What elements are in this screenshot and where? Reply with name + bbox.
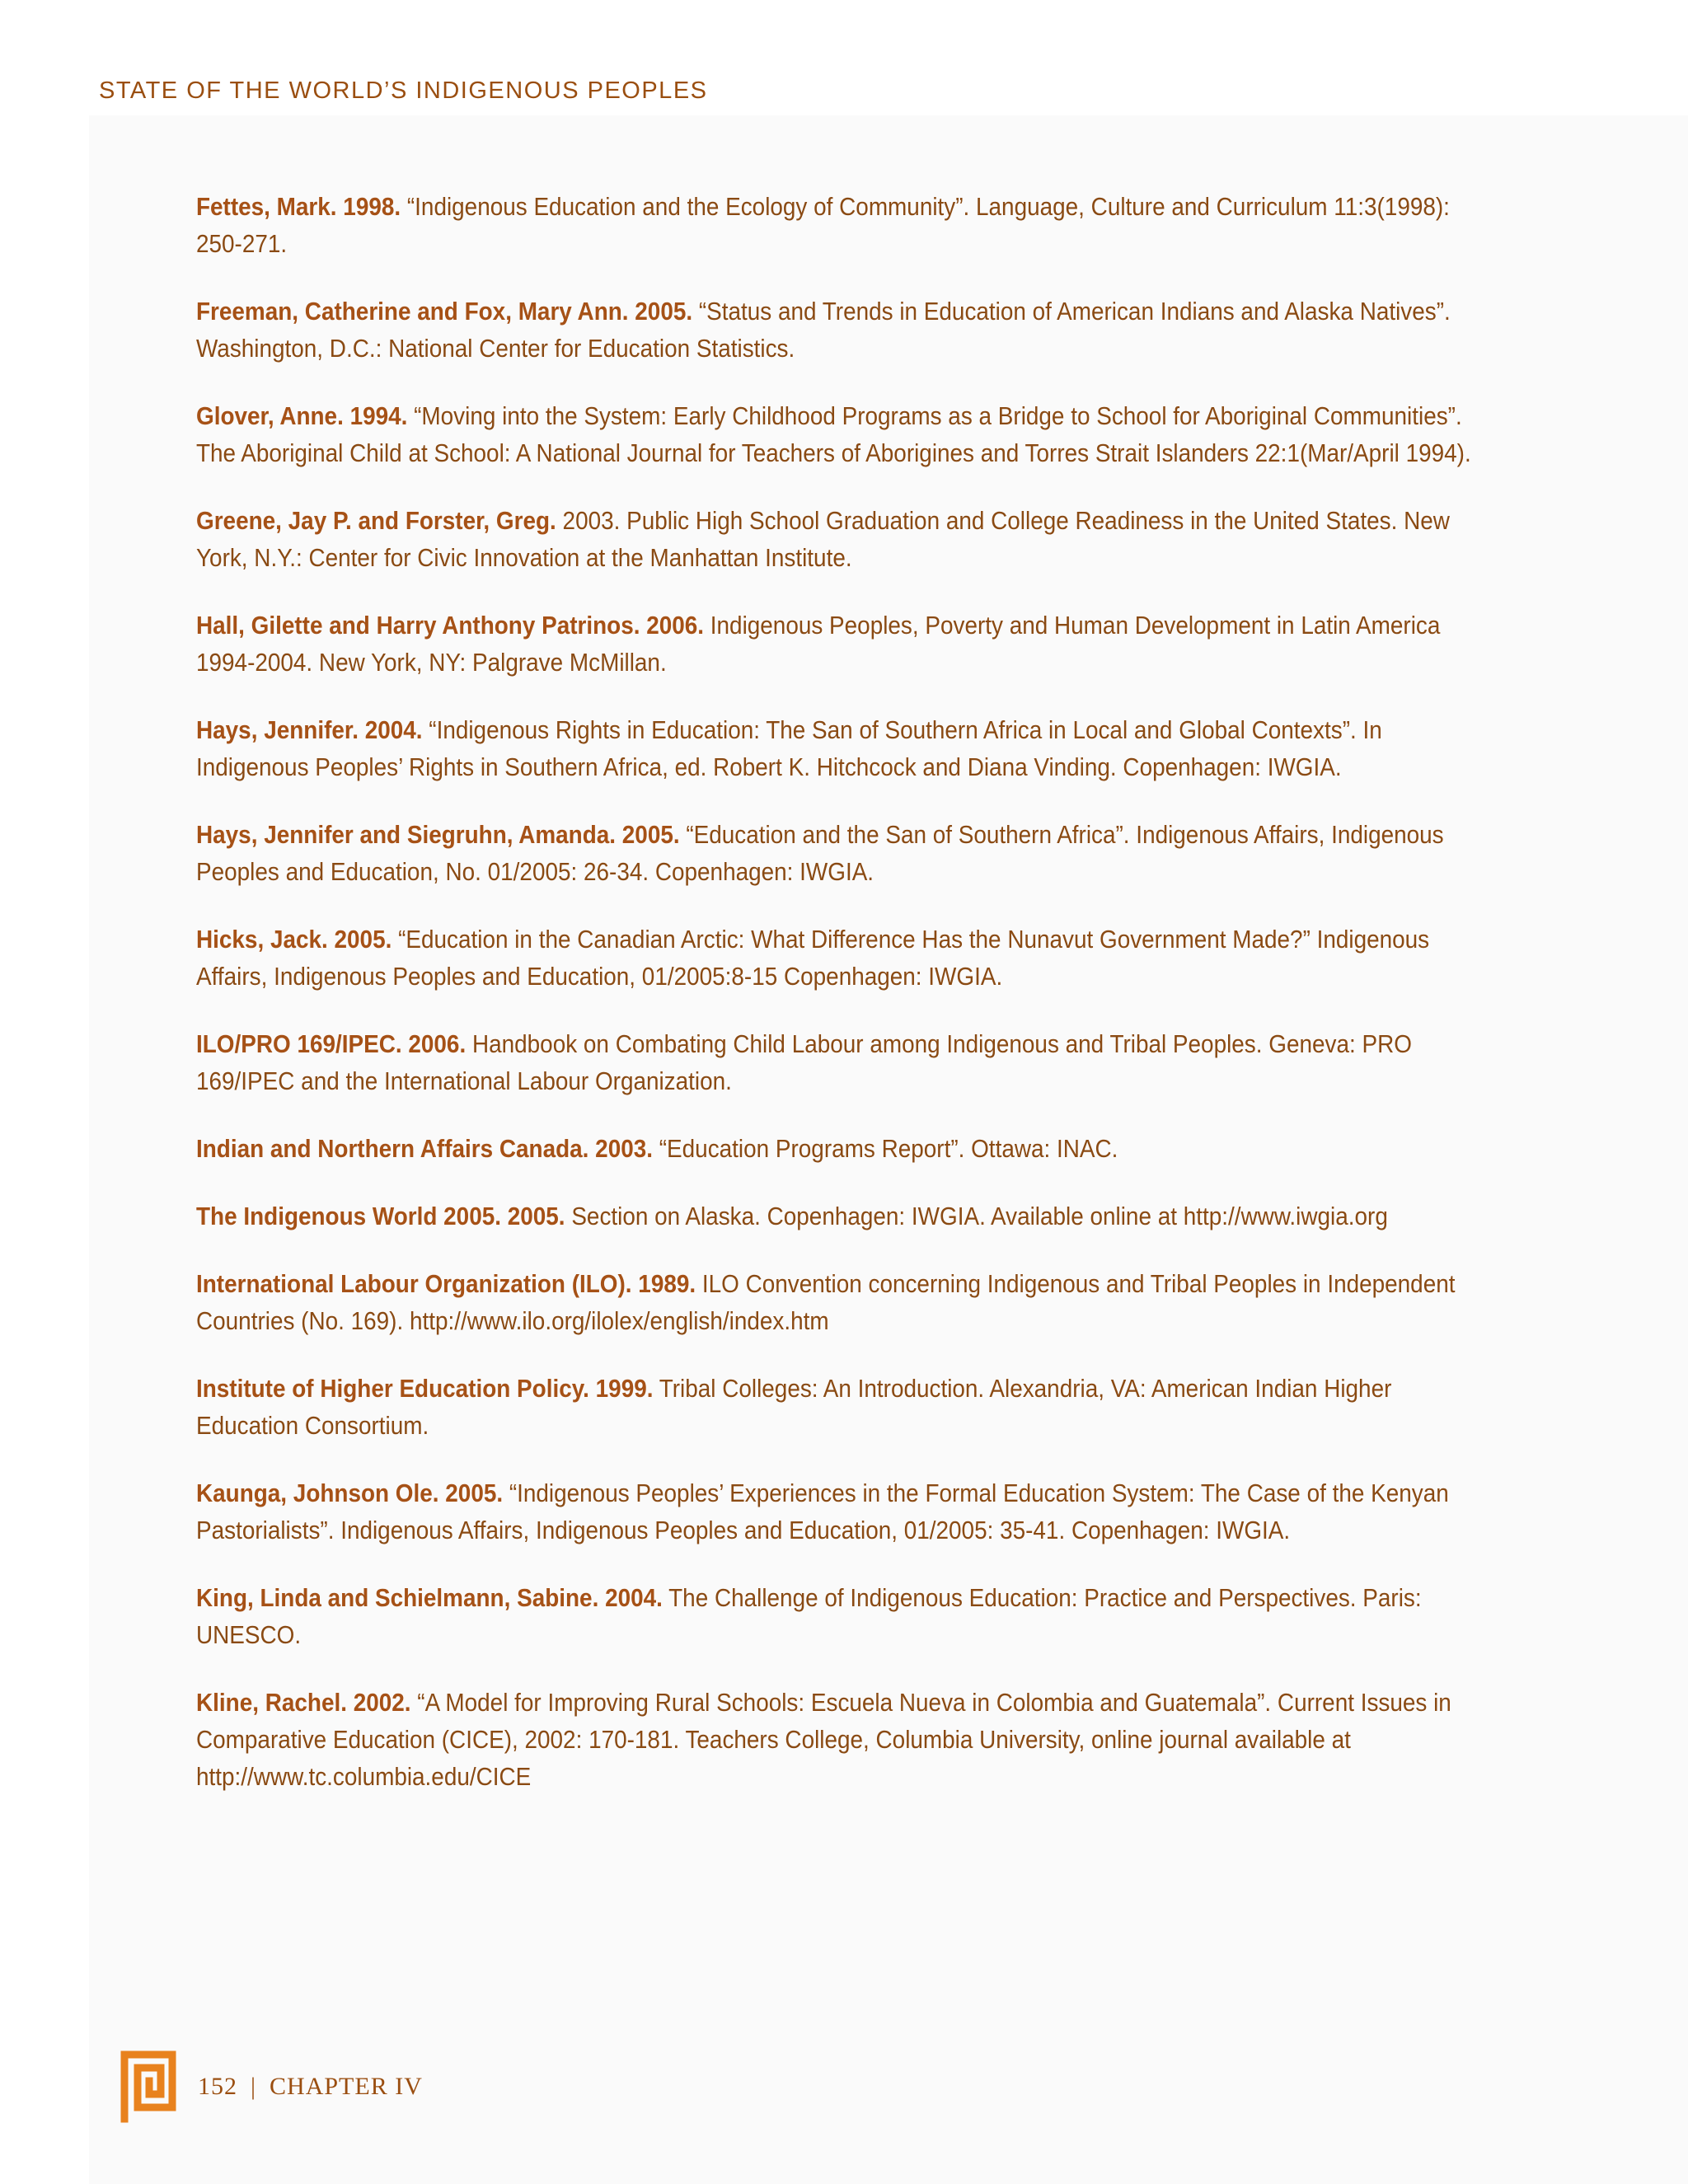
reference-author-year: Institute of Higher Education Policy. 1999. xyxy=(196,1374,654,1403)
reference-text: Tribal Colleges: An Introduction. Alexandria, VA: American Indian Higher Education Consortium. xyxy=(196,1374,1392,1440)
reference-entry xyxy=(196,188,1497,262)
reference-entry xyxy=(196,1130,1497,1167)
reference-author-year: Hays, Jennifer and Siegruhn, Amanda. 2005. xyxy=(196,820,680,849)
reference-author-year: Hays, Jennifer. 2004. xyxy=(196,715,423,744)
reference-text: “Status and Trends in Education of American Indians and Alaska Natives”. Washington, D.C.: National Center for Education Statistics. xyxy=(196,297,1451,363)
spiral-logo-icon xyxy=(120,2050,177,2124)
reference-text: “Education Programs Report”. Ottawa: INAC. xyxy=(653,1134,1118,1163)
page-number: 152 xyxy=(198,2073,237,2100)
reference-text: Indigenous Peoples, Poverty and Human Development in Latin America 1994-2004. New York, NY: Palgrave McMillan. xyxy=(196,611,1441,677)
reference-author-year: King, Linda and Schielmann, Sabine. 2004. xyxy=(196,1583,663,1612)
reference-entry xyxy=(196,1579,1497,1653)
reference-text: “Moving into the System: Early Childhood Programs as a Bridge to School for Aboriginal Communities”. The Aboriginal Child at School: A National Journal for Teachers of Aborigines and Torres Strait Islanders 22:1(Mar/April 1994). xyxy=(196,401,1471,467)
reference-text: 2003. Public High School Graduation and College Readiness in the United States. New York, N.Y.: Center for Civic Innovation at the Manhattan Institute. xyxy=(196,506,1450,572)
reference-author-year: Hicks, Jack. 2005. xyxy=(196,925,392,954)
reference-entry xyxy=(196,502,1497,576)
reference-entry xyxy=(196,1197,1497,1235)
reference-entry xyxy=(196,1370,1497,1444)
reference-author-year: Greene, Jay P. and Forster, Greg. xyxy=(196,506,556,535)
reference-entry xyxy=(196,1265,1497,1339)
reference-author-year: Indian and Northern Affairs Canada. 2003. xyxy=(196,1134,654,1163)
reference-text: ILO Convention concerning Indigenous and Tribal Peoples in Independent Countries (No. 169). http://www.ilo.org/ilolex/english/index.htm xyxy=(196,1269,1456,1335)
reference-text: “A Model for Improving Rural Schools: Escuela Nueva in Colombia and Guatemala”. Current Issues in Comparative Education (CICE), 2002: 170-181. Teachers College, Columbia University, online journal available at http://www.tc.columbia.edu/CICE xyxy=(196,1688,1451,1791)
reference-text: “Education and the San of Southern Africa”. Indigenous Affairs, Indigenous Peoples and Education, No. 01/2005: 26-34. Copenhagen: IWGIA. xyxy=(196,820,1444,886)
reference-list xyxy=(196,188,1498,1825)
reference-text: Section on Alaska. Copenhagen: IWGIA. Available online at http://www.iwgia.org xyxy=(565,1202,1388,1230)
running-header: STATE OF THE WORLD’S INDIGENOUS PEOPLES xyxy=(99,77,708,104)
reference-entry xyxy=(196,1684,1497,1795)
footer-separator: | xyxy=(251,2073,257,2100)
reference-entry xyxy=(196,1474,1497,1549)
reference-entry xyxy=(196,397,1497,471)
reference-entry xyxy=(196,607,1497,681)
reference-text: “Indigenous Peoples’ Experiences in the Formal Education System: The Case of the Kenyan Pastorialists”. Indigenous Affairs, Indigenous Peoples and Education, 01/2005: 35-41. Copenhagen: IWGIA. xyxy=(196,1479,1449,1544)
reference-author-year: International Labour Organization (ILO). 1989. xyxy=(196,1269,696,1298)
reference-entry xyxy=(196,1025,1497,1099)
reference-author-year: The Indigenous World 2005. 2005. xyxy=(196,1202,565,1230)
reference-author-year: Fettes, Mark. 1998. xyxy=(196,192,401,221)
chapter-label: CHAPTER IV xyxy=(270,2073,423,2100)
reference-author-year: ILO/PRO 169/IPEC. 2006. xyxy=(196,1029,467,1058)
reference-text: “Education in the Canadian Arctic: What Difference Has the Nunavut Government Made?” Indigenous Affairs, Indigenous Peoples and Education, 01/2005:8-15 Copenhagen: IWGIA. xyxy=(196,925,1430,991)
reference-author-year: Kline, Rachel. 2002. xyxy=(196,1688,411,1717)
reference-entry xyxy=(196,293,1497,367)
reference-author-year: Freeman, Catherine and Fox, Mary Ann. 2005. xyxy=(196,297,693,326)
reference-entry xyxy=(196,711,1497,785)
reference-text: The Challenge of Indigenous Education: Practice and Perspectives. Paris: UNESCO. xyxy=(196,1583,1422,1649)
reference-author-year: Glover, Anne. 1994. xyxy=(196,401,408,430)
reference-author-year: Kaunga, Johnson Ole. 2005. xyxy=(196,1479,504,1507)
reference-text: Handbook on Combating Child Labour among Indigenous and Tribal Peoples. Geneva: PRO 169/IPEC and the International Labour Organization. xyxy=(196,1029,1412,1095)
reference-text: “Indigenous Education and the Ecology of Community”. Language, Culture and Curriculum 11:3(1998): 250-271. xyxy=(196,192,1450,258)
reference-author-year: Hall, Gilette and Harry Anthony Patrinos. 2006. xyxy=(196,611,705,640)
reference-entry xyxy=(196,921,1497,995)
reference-text: “Indigenous Rights in Education: The San of Southern Africa in Local and Global Contexts”. In Indigenous Peoples’ Rights in Southern Africa, ed. Robert K. Hitchcock and Diana Vinding. Copenhagen: IWGIA. xyxy=(196,715,1382,781)
reference-entry xyxy=(196,816,1497,890)
footer-text xyxy=(198,2073,423,2101)
